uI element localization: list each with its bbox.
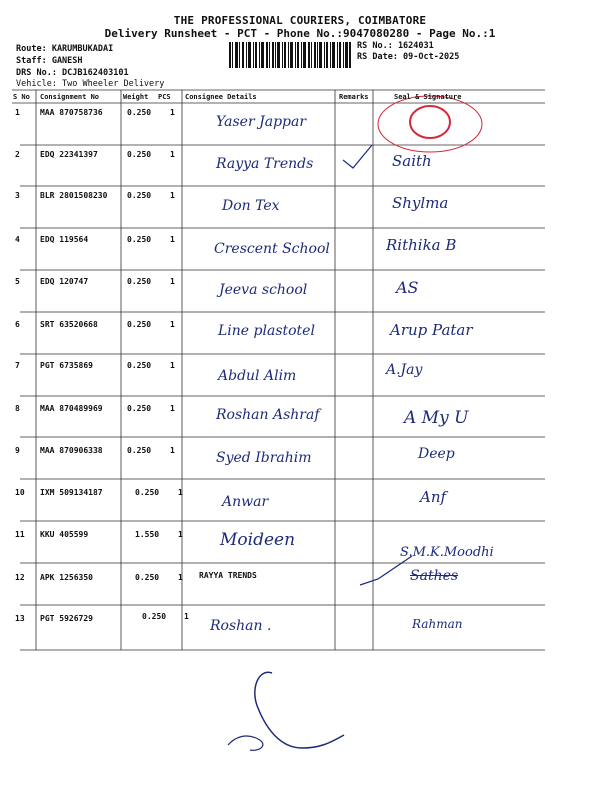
drs-label: DRS No.: DCJB162403101	[16, 68, 129, 78]
remark-check-mark	[360, 556, 412, 585]
row-sno: 2	[15, 150, 20, 159]
row-weight: 0.250	[127, 277, 152, 286]
row-pcs: 1	[170, 191, 175, 200]
row-consignment: IXM 509134187	[40, 488, 103, 497]
row-pcs: 1	[170, 277, 175, 286]
row-sno: 10	[15, 488, 25, 497]
row-consignee-handwritten: Roshan .	[210, 618, 272, 634]
row-consignee-handwritten: Yaser Jappar	[216, 114, 307, 130]
row-consignee-handwritten: Rayya Trends	[216, 156, 314, 172]
row-signature: S.M.K.Moodhi	[400, 545, 494, 560]
row-signature: Deep	[418, 446, 455, 462]
rs-number: RS No.: 1624031	[357, 41, 434, 51]
remark-check-mark	[343, 145, 372, 168]
row-pcs: 1	[184, 612, 189, 621]
row-weight: 0.250	[127, 361, 152, 370]
row-weight: 0.250	[142, 612, 167, 621]
row-pcs: 1	[170, 108, 175, 117]
row-sno: 7	[15, 361, 20, 370]
row-pcs: 1	[170, 320, 175, 329]
row-consignee-handwritten: Roshan Ashraf	[216, 407, 320, 423]
row-consignment: SRT 63520668	[40, 320, 98, 329]
row-weight: 0.250	[127, 150, 152, 159]
row-signature: AS	[396, 278, 419, 297]
company-title: THE PROFESSIONAL COURIERS, COIMBATORE	[173, 14, 427, 27]
row-pcs: 1	[170, 404, 175, 413]
row-weight: 0.250	[135, 573, 160, 582]
row-consignment: APK 1256350	[40, 573, 93, 582]
row-pcs: 1	[170, 235, 175, 244]
row-pcs: 1	[178, 488, 183, 497]
row-signature: A My U	[404, 408, 469, 428]
bottom-scribble	[228, 736, 263, 750]
row-pcs: 1	[170, 150, 175, 159]
row-pcs: 1	[170, 361, 175, 370]
row-weight: 0.250	[127, 108, 152, 117]
row-signature: Rahman	[412, 617, 463, 631]
row-weight: 0.250	[127, 446, 152, 455]
row-consignee-handwritten: Moideen	[220, 530, 296, 550]
row-signature: Anf	[420, 488, 447, 506]
row-pcs: 1	[178, 573, 183, 582]
vehicle-label: Vehicle: Two Wheeler Delivery	[16, 79, 165, 89]
row-sno: 11	[15, 530, 25, 539]
row-consignee-handwritten: Anwar	[222, 494, 269, 510]
runsheet-subtitle: Delivery Runsheet - PCT - Phone No.:9047080280 - Page No.:1	[104, 27, 496, 40]
col-weight-header: Weight	[123, 93, 149, 101]
bottom-scribble	[255, 672, 344, 748]
row-signature: A.Jay	[386, 362, 423, 378]
row-sno: 4	[15, 235, 20, 244]
row-consignment: EDQ 22341397	[40, 150, 98, 159]
col-remarks-header: Remarks	[339, 93, 369, 101]
row-sno: 12	[15, 573, 25, 582]
row-consignment: MAA 870758736	[40, 108, 103, 117]
row-pcs: 1	[170, 446, 175, 455]
row-weight: 0.250	[127, 320, 152, 329]
row-consignment: MAA 870489969	[40, 404, 103, 413]
row-signature: Arup Patar	[390, 321, 473, 339]
col-consignment-header: Consignment No	[40, 93, 100, 101]
col-signature-header: Seal & Signature	[394, 93, 462, 101]
row-weight: 0.250	[127, 191, 152, 200]
row-consignee-handwritten: Jeeva school	[219, 282, 308, 298]
row-consignment: EDQ 120747	[40, 277, 89, 286]
stamp-seal	[410, 106, 450, 138]
row-sno: 9	[15, 446, 20, 455]
row-consignment: PGT 5926729	[40, 614, 93, 623]
row-consignment: PGT 6735869	[40, 361, 93, 370]
col-consignee-header: Consignee Details	[185, 93, 257, 101]
stamp-seal	[378, 96, 482, 152]
row-weight: 0.250	[127, 235, 152, 244]
row-weight: 1.550	[135, 530, 160, 539]
row-weight: 0.250	[127, 404, 152, 413]
row-sno: 13	[15, 614, 25, 623]
row-sno: 5	[15, 277, 20, 286]
row-signature: Sathes	[410, 568, 459, 584]
row-consignment: BLR 2801508230	[40, 191, 108, 200]
row-consignment: MAA 870906338	[40, 446, 103, 455]
row-consignment: EDQ 119564	[40, 235, 89, 244]
row-weight: 0.250	[135, 488, 160, 497]
row-consignee-handwritten: Line plastotel	[218, 323, 315, 339]
row-sno: 8	[15, 404, 20, 413]
row-consignee-handwritten: Syed Ibrahim	[216, 450, 312, 466]
col-pcs-header: PCS	[158, 93, 171, 101]
row-signature: Shylma	[392, 194, 449, 212]
rs-date: RS Date: 09-Oct-2025	[357, 52, 460, 62]
staff-label: Staff: GANESH	[16, 56, 83, 66]
row-sno: 1	[15, 108, 20, 117]
col-sno-header: S No	[13, 93, 30, 101]
row-consignment: KKU 405599	[40, 530, 89, 539]
row-signature: Rithika B	[386, 236, 457, 254]
row-signature: Saith	[392, 152, 432, 170]
row-pcs: 1	[178, 530, 183, 539]
row-sno: 3	[15, 191, 20, 200]
row-consignee-handwritten: Don Tex	[222, 198, 280, 214]
row-consignee-handwritten: Abdul Alim	[218, 368, 297, 384]
row-sno: 6	[15, 320, 20, 329]
row-consignee-handwritten: Crescent School	[214, 241, 330, 257]
route-label: Route: KARUMBUKADAI	[16, 44, 114, 54]
row-consignee-printed: RAYYA TRENDS	[199, 571, 257, 580]
